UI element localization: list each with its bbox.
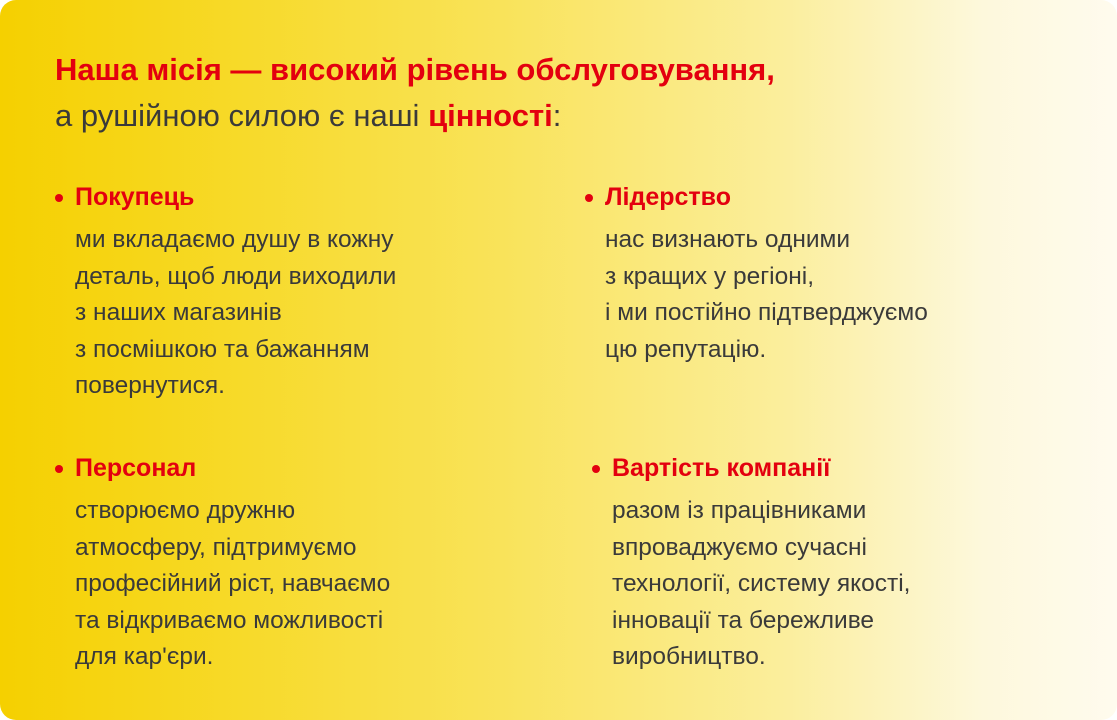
value-title-text: Лідерство [605, 183, 731, 211]
value-title-text: Покупець [75, 183, 195, 211]
value-title [585, 180, 1055, 214]
value-title [55, 180, 525, 214]
mission-subtitle-suffix: : [552, 98, 562, 133]
mission-title: Наша місія — високий рівень обслуговування, [55, 52, 775, 87]
mission-subtitle-accent: цінності [428, 98, 553, 133]
bullet-dot-icon [592, 465, 600, 473]
value-item-leadership [585, 180, 1055, 368]
bullet-dot-icon [55, 465, 63, 473]
bullet-dot-icon [585, 194, 593, 202]
value-title-text: Вартість компанії [612, 454, 831, 482]
value-item-customer [55, 180, 525, 405]
value-item-personnel [55, 451, 525, 676]
value-description: створюємо дружню атмосферу, підтримуємо професійний ріст, навчаємо та відкриваємо можливості для кар'єри. [75, 497, 391, 670]
value-item-company-value [592, 451, 1062, 676]
value-description: разом із працівниками впроваджуємо сучасні технології, систему якості, інновації та бережливе виробництво. [612, 497, 911, 670]
mission-subtitle [55, 94, 1055, 138]
bullet-dot-icon [55, 194, 63, 202]
value-title [55, 451, 525, 485]
value-title [592, 451, 1062, 485]
value-title-text: Персонал [75, 454, 197, 482]
value-description: нас визнають одними з кращих у регіоні, і ми постійно підтверджуємо цю репутацію. [605, 226, 928, 363]
value-description: ми вкладаємо душу в кожну деталь, щоб люди виходили з наших магазинів з посмішкою та бажанням повернутися. [75, 226, 397, 399]
mission-heading [55, 46, 1055, 138]
mission-subtitle-prefix: а рушійною силою є наші [55, 98, 429, 133]
